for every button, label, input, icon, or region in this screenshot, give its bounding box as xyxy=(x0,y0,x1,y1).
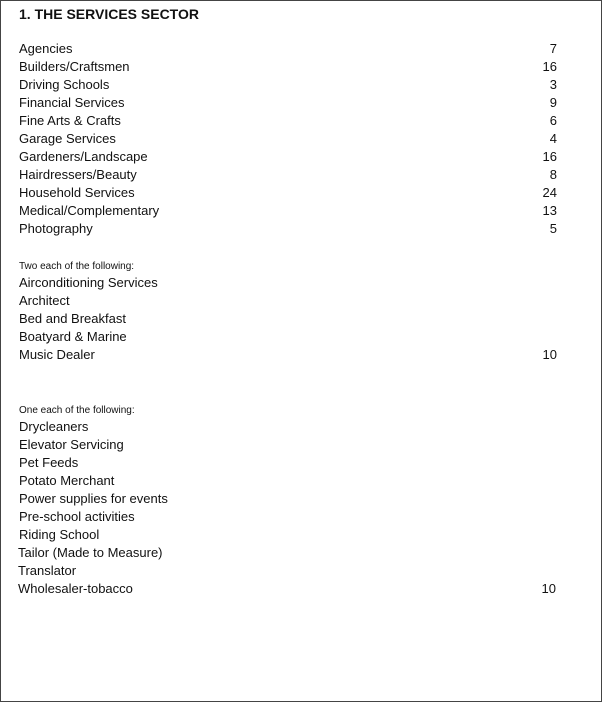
item-label: Music Dealer xyxy=(19,347,95,362)
list-item xyxy=(19,220,559,238)
item-label: Financial Services xyxy=(19,95,125,110)
item-count: 4 xyxy=(549,131,557,146)
item-label: Bed and Breakfast xyxy=(19,311,126,326)
list-item xyxy=(19,490,559,508)
item-label: Pet Feeds xyxy=(19,455,79,470)
item-label: Drycleaners xyxy=(19,419,89,434)
one-each-note: One each of the following: xyxy=(19,405,135,416)
list-item xyxy=(18,544,558,562)
item-label: Hairdressers/Beauty xyxy=(19,167,137,182)
group-total: 10 xyxy=(541,581,556,596)
list-item xyxy=(19,94,559,112)
list-item xyxy=(19,472,559,490)
list-item xyxy=(19,418,559,436)
item-label: Potato Merchant xyxy=(19,473,115,488)
list-item xyxy=(19,454,559,472)
list-item xyxy=(19,130,559,148)
item-label: Boatyard & Marine xyxy=(19,329,127,344)
list-item xyxy=(19,112,559,130)
item-label: Medical/Complementary xyxy=(19,203,160,218)
item-label: Airconditioning Services xyxy=(19,275,158,290)
item-label: Tailor (Made to Measure) xyxy=(18,545,163,560)
list-item xyxy=(19,310,559,328)
item-label: Pre-school activities xyxy=(19,509,135,524)
item-label: Builders/Craftsmen xyxy=(19,59,130,74)
list-item xyxy=(19,436,559,454)
item-label: Power supplies for events xyxy=(19,491,168,506)
list-item xyxy=(19,292,559,310)
item-count: 16 xyxy=(542,59,557,74)
item-label: Architect xyxy=(19,293,70,308)
item-label: Riding School xyxy=(19,527,100,542)
list-item xyxy=(19,40,559,58)
item-label: Fine Arts & Crafts xyxy=(19,113,121,128)
item-label: Household Services xyxy=(19,185,135,200)
list-item xyxy=(19,202,559,220)
group-total: 10 xyxy=(542,347,557,362)
item-count: 13 xyxy=(542,203,557,218)
item-label: Elevator Servicing xyxy=(19,437,124,452)
item-count: 7 xyxy=(549,41,557,56)
list-item xyxy=(19,328,559,346)
two-each-note: Two each of the following: xyxy=(19,261,135,272)
list-item xyxy=(19,166,559,184)
item-label: Wholesaler-tobacco xyxy=(18,581,133,596)
list-item xyxy=(19,508,559,526)
item-label: Gardeners/Landscape xyxy=(19,149,148,164)
item-label: Photography xyxy=(19,221,93,236)
item-count: 16 xyxy=(542,149,557,164)
item-count: 3 xyxy=(549,77,557,92)
list-item xyxy=(19,148,559,166)
item-count: 8 xyxy=(549,167,557,182)
list-item xyxy=(19,274,559,292)
item-count: 5 xyxy=(549,221,557,236)
list-item xyxy=(19,76,559,94)
section-title: 1. THE SERVICES SECTOR xyxy=(19,6,199,22)
list-item xyxy=(19,184,559,202)
item-count: 6 xyxy=(549,113,557,128)
item-count: 9 xyxy=(549,95,557,110)
list-item xyxy=(19,58,559,76)
list-item xyxy=(18,562,558,580)
item-count: 24 xyxy=(542,185,557,200)
item-label: Garage Services xyxy=(19,131,116,146)
list-item xyxy=(18,580,558,598)
list-item xyxy=(19,526,559,544)
item-label: Driving Schools xyxy=(19,77,110,92)
item-label: Agencies xyxy=(19,41,73,56)
item-label: Translator xyxy=(18,563,77,578)
list-item xyxy=(19,346,559,364)
